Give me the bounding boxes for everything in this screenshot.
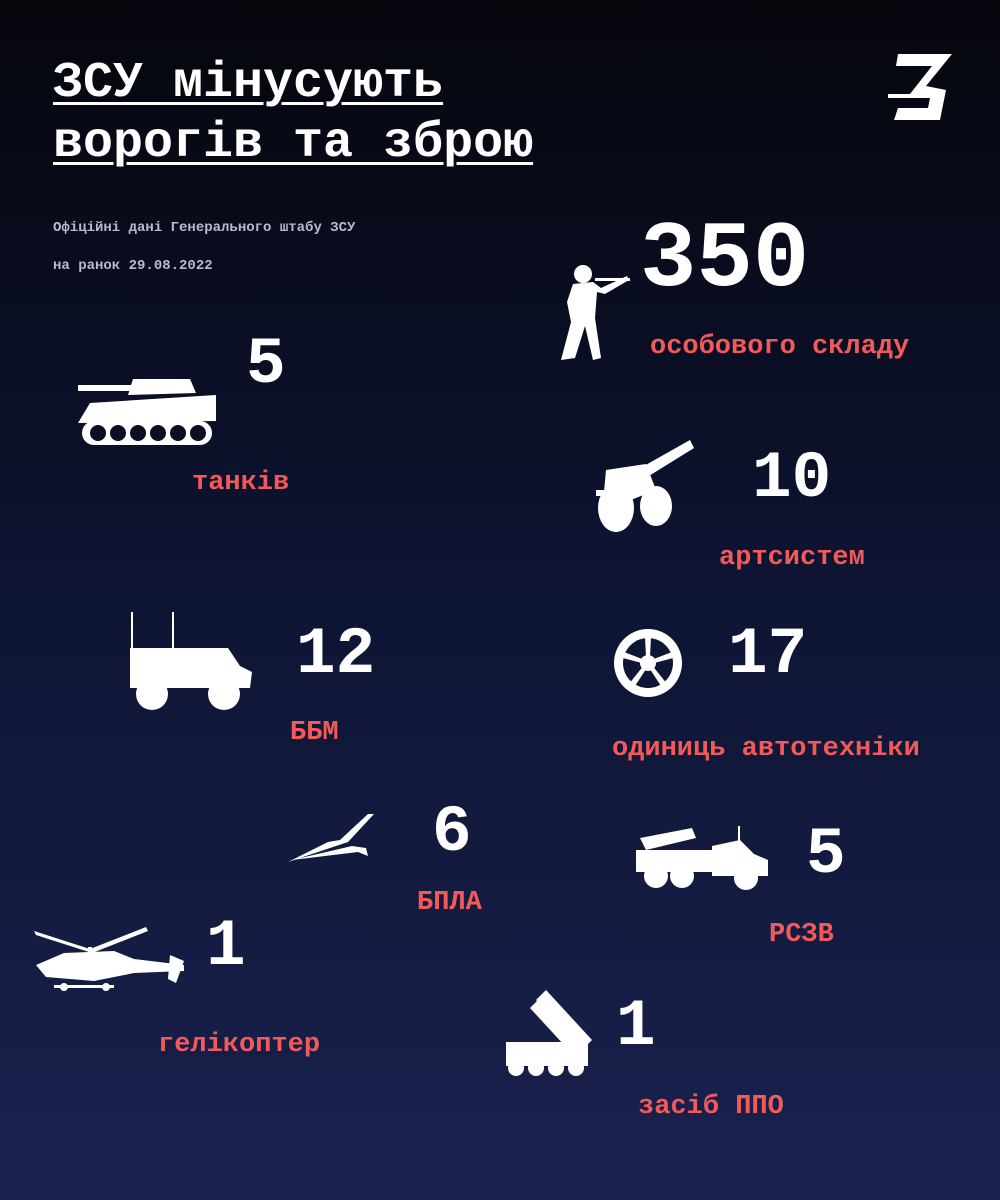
- mlrs-count: 5: [806, 817, 846, 892]
- armored-vehicle-icon: [128, 612, 253, 712]
- apc-count: 12: [296, 617, 376, 692]
- artillery-icon: [596, 440, 696, 535]
- air-defense-count: 1: [616, 989, 656, 1064]
- air-defense-label: засіб ППО: [638, 1092, 784, 1122]
- tanks-label: танків: [192, 468, 290, 498]
- apc-label: ББМ: [290, 718, 339, 748]
- vehicles-count: 17: [728, 617, 808, 692]
- tanks-count: 5: [246, 327, 286, 402]
- artillery-label: артсистем: [719, 543, 865, 573]
- tank-icon: [78, 375, 218, 450]
- date-text: на ранок 29.08.2022: [53, 258, 213, 274]
- artillery-count: 10: [752, 441, 832, 516]
- title-line-1: ЗСУ мінусують: [53, 55, 444, 112]
- helicopters-count: 1: [206, 909, 246, 984]
- uav-count: 6: [432, 795, 472, 870]
- page-title: [53, 54, 533, 174]
- wheel-icon: [612, 627, 684, 699]
- mlrs-truck-icon: [636, 824, 771, 890]
- mlrs-label: РСЗВ: [769, 920, 834, 950]
- air-defense-icon: [506, 988, 596, 1078]
- drone-icon: [288, 812, 376, 866]
- uav-label: БПЛА: [417, 888, 482, 918]
- vehicles-label: одиниць автотехніки: [612, 734, 920, 764]
- source-text: Офіційні дані Генерального штабу ЗСУ: [53, 220, 356, 236]
- personnel-count: 350: [640, 208, 810, 314]
- brand-logo-icon: [888, 46, 958, 126]
- helicopters-label: гелікоптер: [158, 1030, 321, 1060]
- helicopter-icon: [34, 925, 186, 997]
- personnel-label: особового складу: [650, 332, 910, 362]
- title-line-2: ворогів та зброю: [53, 115, 534, 172]
- soldier-icon: [555, 262, 630, 364]
